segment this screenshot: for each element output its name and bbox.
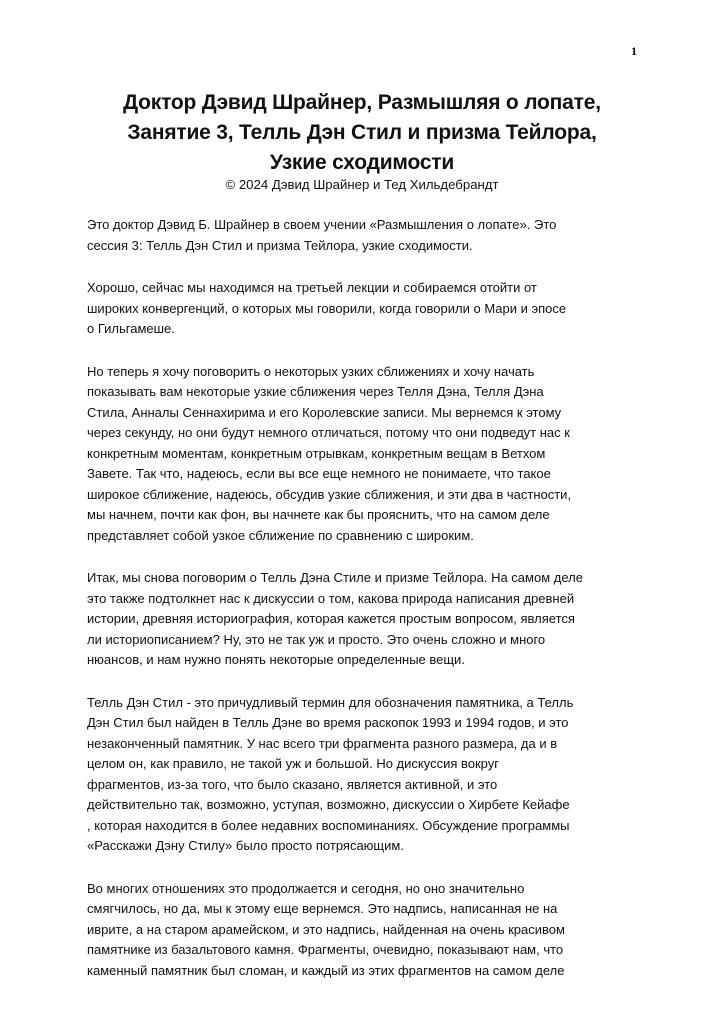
- text-line: «Расскажи Дэну Стилу» было просто потрясающим.: [87, 838, 404, 853]
- text-line: смягчилось, но да, мы к этому еще вернемся. Это надпись, написанная не на: [87, 901, 558, 916]
- text-line: каменный памятник был сломан, и каждый из этих фрагментов на самом деле: [87, 962, 565, 978]
- title-line: Доктор Дэвид Шрайнер, Размышляя о лопате,: [123, 91, 601, 114]
- text-line: действительно так, возможно, уступая, возможно, дискуссии о Хирбете Кейафе: [87, 797, 570, 812]
- text-line: широких конвергенций, о которых мы говорили, когда говорили о Мари и эпосе: [87, 300, 567, 316]
- text-line: через секунду, но они будут немного отличаться, потому что они подведут нас к: [87, 425, 570, 440]
- text-line: Стила, Анналы Сеннахирима и его Королевские записи. Мы вернемся к этому: [87, 404, 562, 420]
- text-line: памятнике из базальтового камня. Фрагменты, очевидно, показывают нам, что: [87, 942, 564, 957]
- text-line: широкое сближение, надеюсь, обсудив узкие сближения, и эти два в частности,: [87, 486, 572, 502]
- text-line: сессия 3: Телль Дэн Стил и призма Тейлора, узкие сходимости.: [87, 237, 473, 253]
- text-line: Хорошо, сейчас мы находимся на третьей лекции и собираемся отойти от: [87, 280, 537, 295]
- document-title: [60, 88, 664, 178]
- paragraph-3: [87, 362, 647, 547]
- text-line: Дэн Стил был найден в Телль Дэне во время раскопок 1993 и 1994 годов, и это: [87, 715, 569, 730]
- text-line: представляет собой узкое сближение по сравнению с широким.: [87, 527, 474, 543]
- document-body: [87, 215, 647, 1003]
- copyright-line: © 2024 Дэвид Шрайнер и Тед Хильдебрандт: [225, 177, 499, 192]
- text-line: Во многих отношениях это продолжается и сегодня, но оно значительно: [87, 880, 525, 896]
- text-line: нюансов, и нам нужно понять некоторые определенные вещи.: [87, 652, 465, 667]
- text-line: фрагментов, из-за того, что было сказано, является активной, и это: [87, 776, 498, 792]
- paragraph-6: [87, 879, 647, 982]
- text-line: конкретным моментам, конкретным отрывкам, конкретным вещам в Ветхом: [87, 445, 546, 461]
- text-line: Телль Дэн Стил - это причудливый термин для обозначения памятника, а Телль: [87, 694, 574, 710]
- page-number: 1: [631, 44, 637, 58]
- text-line: мы начнем, почти как фон, вы начнете как бы прояснить, что на самом деле: [87, 507, 550, 522]
- text-line: это также подтолкнет нас к дискуссии о том, какова природа написания древней: [87, 590, 575, 606]
- title-line: Узкие сходимости: [269, 151, 455, 174]
- text-line: показывать вам некоторые узкие сближения через Телля Дэна, Телля Дэна: [87, 384, 544, 399]
- text-line: о Гильгамеше.: [87, 321, 175, 336]
- text-line: Но теперь я хочу поговорить о некоторых узких сближениях и хочу начать: [87, 363, 535, 379]
- text-line: Завете. Так что, надеюсь, если вы все еще немного не понимаете, что такое: [87, 466, 551, 481]
- text-line: Итак, мы снова поговорим о Телль Дэна Стиле и призме Тейлора. На самом деле: [87, 570, 583, 585]
- text-line: ли историописанием? Ну, это не так уж и просто. Это очень сложно и много: [87, 631, 546, 647]
- paragraph-2: [87, 278, 647, 340]
- text-line: иврите, а на старом арамейском, и это надпись, найденная на очень красивом: [87, 921, 565, 937]
- paragraph-4: [87, 568, 647, 671]
- text-line: , которая находится в более недавних воспоминаниях. Обсуждение программы: [87, 817, 570, 833]
- title-line: Занятие 3, Телль Дэн Стил и призма Тейлора,: [127, 121, 597, 144]
- paragraph-1: [87, 215, 647, 256]
- text-line: незаконченный памятник. У нас всего три фрагмента разного размера, да и в: [87, 735, 558, 751]
- paragraph-5: [87, 693, 647, 857]
- text-line: Это доктор Дэвид Б. Шрайнер в своем учении «Размышления о лопате». Это: [87, 217, 557, 232]
- text-line: истории, древняя историография, которая кажется простым вопросом, является: [87, 611, 575, 626]
- text-line: целом он, как правило, не такой уж и большой. Но дискуссия вокруг: [87, 756, 499, 771]
